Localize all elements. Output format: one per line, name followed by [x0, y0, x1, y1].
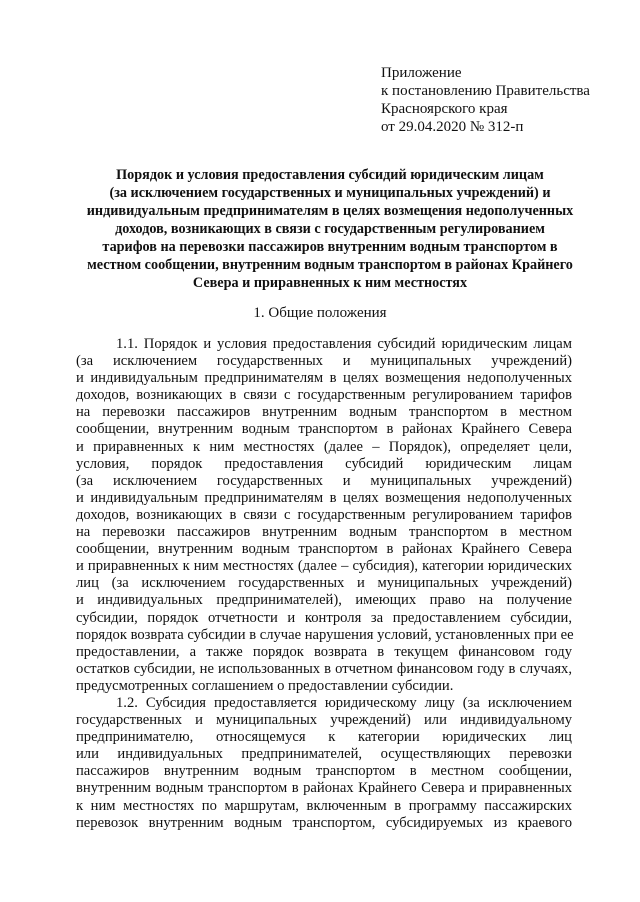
text-line: субсидии, порядок отчетности и контроля за предоставлением субсидии,	[76, 609, 572, 626]
text-line: 1.1. Порядок и условия предоставления субсидий юридическим лицам	[116, 336, 572, 352]
text-line: предусмотренных соглашением о предоставлении субсидии.	[76, 677, 454, 694]
text-line: государственных и муниципальных учреждений) или индивидуальному	[76, 712, 572, 729]
text-line: условия, порядок предоставления субсидий юридическим лицам	[76, 455, 572, 472]
text-line: (за исключением государственных и муниципальных учреждений)	[76, 353, 572, 370]
text-line: и индивидуальным предпринимателям в целях возмещения недополученных	[76, 370, 572, 387]
text-line: сообщении, внутренним водным транспортом в районах Крайнего Севера	[76, 541, 572, 558]
text-line: доходов, возникающих в связи с государственным регулированием тарифов	[76, 506, 572, 523]
text-line: и индивидуальным предпринимателям в целях возмещения недополученных	[76, 489, 572, 506]
document-title	[70, 166, 590, 292]
title-line: местном сообщении, внутренним водным транспортом в районах Крайнего	[87, 257, 573, 273]
title-line: доходов, возникающих в связи с государственным регулированием	[115, 221, 545, 237]
title-line: тарифов на перевозки пассажиров внутренним водным транспортом в	[102, 239, 558, 255]
text-line: предоставлении, а также порядок возврата в текущем финансовом году	[76, 643, 572, 660]
text-line: остатков субсидии, не использованных в отчетном финансовом году в случаях,	[76, 660, 572, 677]
text-line: на перевозки пассажиров внутренним водным транспортом в местном	[76, 524, 572, 541]
title-line: (за исключением государственных и муниципальных учреждений) и	[109, 185, 551, 201]
text-line: сообщении, внутренним водным транспортом в районах Крайнего Севера	[76, 421, 572, 438]
paragraph-1-1	[76, 336, 572, 695]
text-line: на перевозки пассажиров внутренним водным транспортом в местном	[76, 404, 572, 421]
body-text	[76, 336, 572, 832]
paragraph-1-2	[76, 695, 572, 832]
appendix-region: Красноярского края	[381, 101, 508, 117]
appendix-label: Приложение	[381, 65, 462, 81]
appendix-date-number: от 29.04.2020 № 312-п	[381, 119, 524, 135]
text-line: и индивидуальных предпринимателей), имеющих право на получение	[76, 592, 572, 609]
text-line: порядок возврата субсидии в случае нарушения условий, установленных при ее	[76, 626, 574, 643]
text-line: (за исключением государственных и муниципальных учреждений)	[76, 472, 572, 489]
text-line: и приравненных к ним местностях (далее – субсидия), категории юридических	[76, 558, 572, 575]
title-line: индивидуальным предпринимателям в целях возмещения недополученных	[86, 203, 574, 219]
text-line: или индивидуальных предпринимателей, осуществляющих перевозки	[76, 746, 572, 763]
text-line: предпринимателю, относящемуся к категории юридических лиц	[76, 729, 572, 746]
text-line: внутренним водным транспортом в районах Крайнего Севера и приравненных	[76, 780, 572, 797]
text-line: и приравненных к ним местностях (далее – Порядок), определяет цели,	[76, 438, 572, 455]
title-line: Порядок и условия предоставления субсидий юридическим лицам	[116, 167, 544, 183]
text-line: 1.2. Субсидия предоставляется юридическому лицу (за исключением	[116, 694, 572, 711]
text-line: лиц (за исключением государственных и муниципальных учреждений)	[76, 575, 572, 592]
text-line: перевозок внутренним водным транспортом, субсидируемых из краевого	[76, 814, 572, 831]
appendix-block	[381, 64, 631, 136]
text-line: пассажиров внутренним водным транспортом в местном сообщении,	[76, 763, 572, 780]
title-line: Севера и приравненных к ним местностях	[192, 275, 468, 291]
appendix-resolution-ref: к постановлению Правительства	[381, 83, 590, 99]
section-heading: 1. Общие положения	[253, 305, 387, 321]
text-line: к ним местностях по маршрутам, включенным в программу пассажирских	[76, 797, 572, 814]
text-line: доходов, возникающих в связи с государственным регулированием тарифов	[76, 387, 572, 404]
